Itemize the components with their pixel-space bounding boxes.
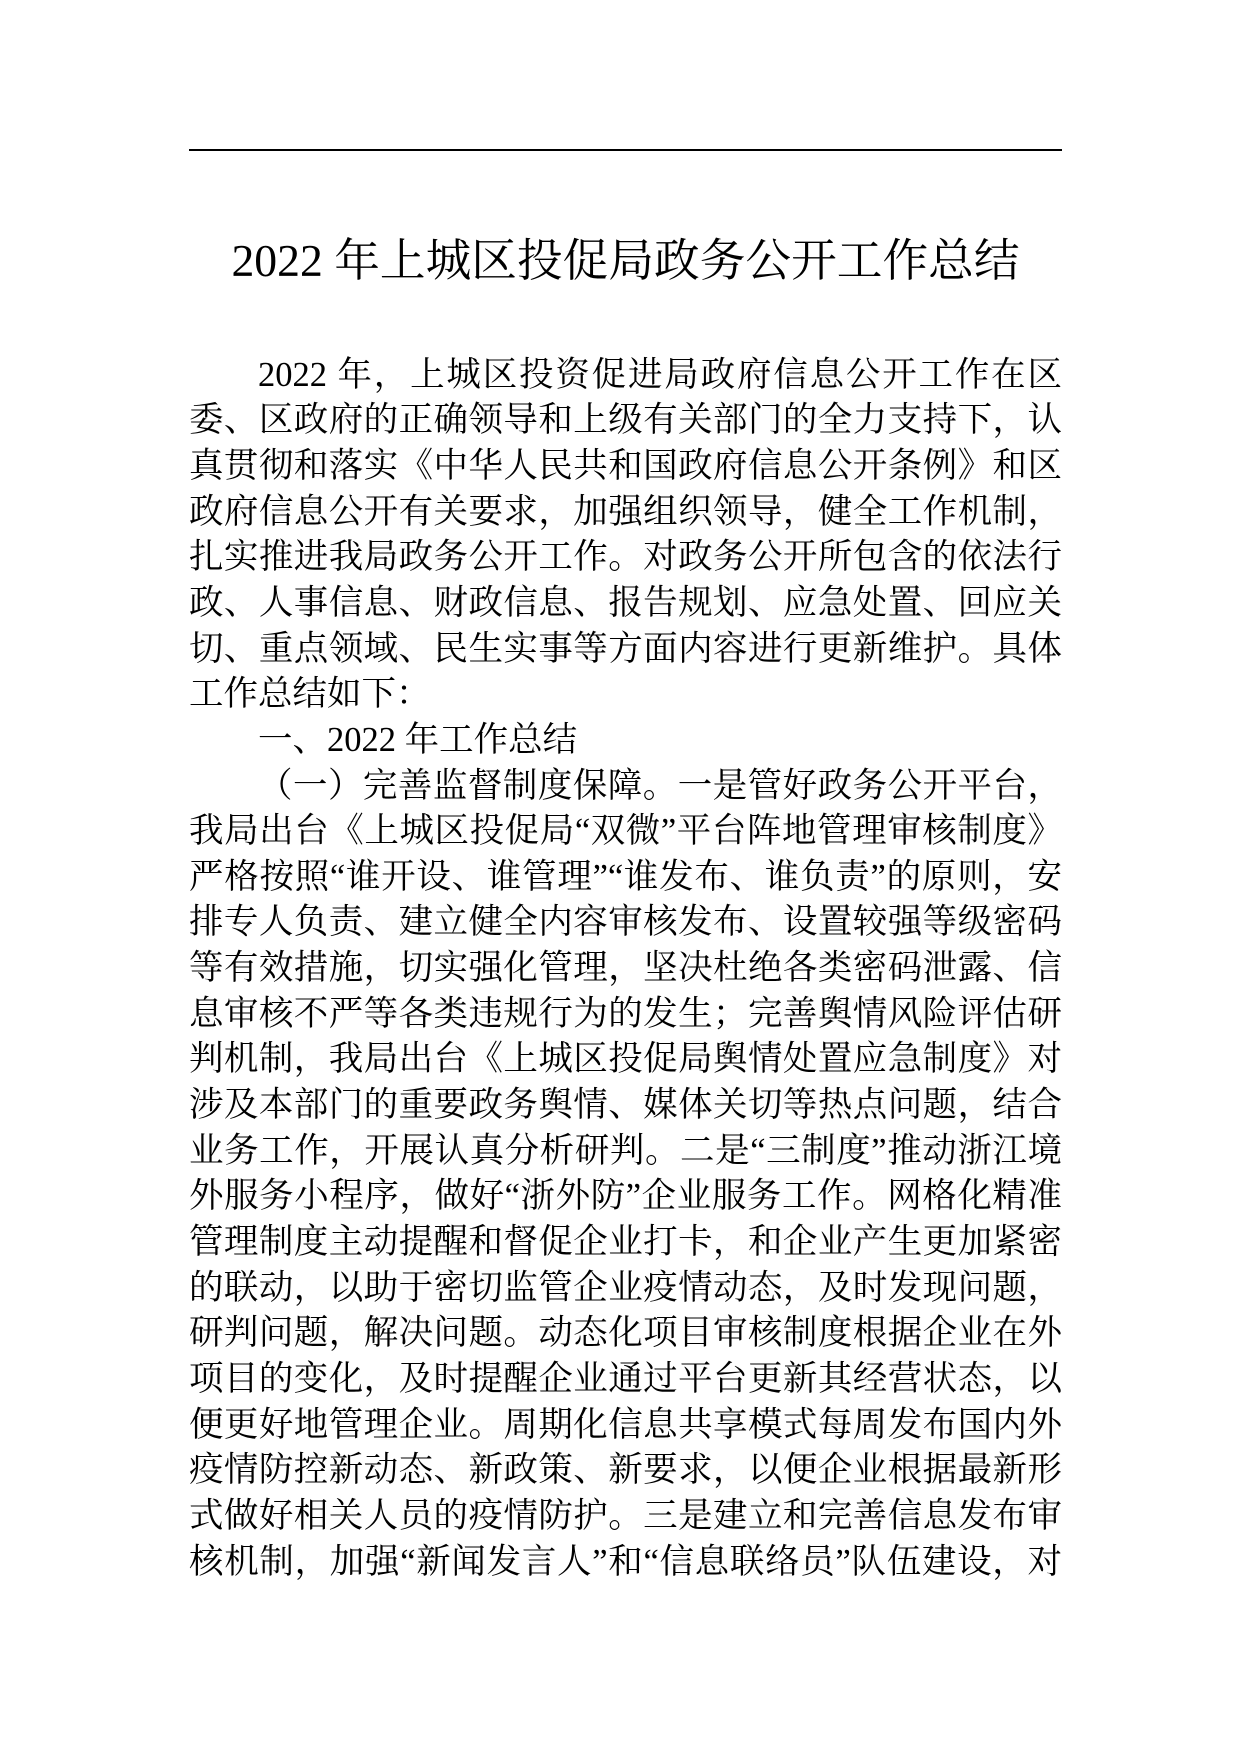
text-line: 委、区政府的正确领导和上级有关部门的全力支持下，认 bbox=[189, 401, 1062, 440]
text-line: 判机制，我局出台《上城区投促局舆情处置应急制度》对 bbox=[189, 1040, 1062, 1079]
text-line: 真贯彻和落实《中华人民共和国政府信息公开条例》和区 bbox=[189, 446, 1062, 485]
text-line: 业务工作，开展认真分析研判。二是“三制度”推动浙江境 bbox=[189, 1131, 1062, 1170]
text-line: 项目的变化，及时提醒企业通过平台更新其经营状态，以 bbox=[189, 1360, 1062, 1399]
text-line: 2022 年，上城区投资促进局政府信息公开工作在区 bbox=[258, 355, 1062, 394]
body-paragraph bbox=[189, 353, 1062, 718]
text-line: 切、重点领域、民生实事等方面内容进行更新维护。具体 bbox=[189, 629, 1062, 668]
text-line: 涉及本部门的重要政务舆情、媒体关切等热点问题，结合 bbox=[189, 1086, 1062, 1125]
text-line: 政、人事信息、财政信息、报告规划、应急处置、回应关 bbox=[189, 583, 1062, 622]
text-line: 管理制度主动提醒和督促企业打卡，和企业产生更加紧密 bbox=[189, 1223, 1062, 1262]
text-line: 研判问题，解决问题。动态化项目审核制度根据企业在外 bbox=[189, 1314, 1062, 1353]
text-line: 疫情防控新动态、新政策、新要求，以便企业根据最新形 bbox=[189, 1451, 1062, 1490]
text-line: 我局出台《上城区投促局“双微”平台阵地管理审核制度》 bbox=[189, 812, 1062, 851]
text-line: 外服务小程序，做好“浙外防”企业服务工作。网格化精准 bbox=[189, 1177, 1062, 1216]
header-rule bbox=[189, 149, 1062, 151]
text-line: 核机制，加强“新闻发言人”和“信息联络员”队伍建设，对 bbox=[189, 1542, 1062, 1581]
text-line: （一）完善监督制度保障。一是管好政务公开平台， bbox=[258, 766, 1062, 805]
text-line: 排专人负责、建立健全内容审核发布、设置较强等级密码 bbox=[189, 903, 1062, 942]
text-line: 息审核不严等各类违规行为的发生；完善舆情风险评估研 bbox=[189, 994, 1062, 1033]
document-body bbox=[189, 353, 1062, 1586]
section-heading bbox=[189, 718, 1062, 764]
text-line: 的联动，以助于密切监管企业疫情动态，及时发现问题， bbox=[189, 1268, 1062, 1307]
text-line: 严格按照“谁开设、谁管理”“谁发布、谁负责”的原则，安 bbox=[189, 857, 1062, 896]
document-title: 2022 年上城区投促局政务公开工作总结 bbox=[231, 235, 1020, 286]
text-line: 政府信息公开有关要求，加强组织领导，健全工作机制， bbox=[189, 492, 1062, 531]
body-paragraph bbox=[189, 764, 1062, 1586]
text-line: 扎实推进我局政务公开工作。对政务公开所包含的依法行 bbox=[189, 538, 1062, 577]
text-line: 等有效措施，切实强化管理，坚决杜绝各类密码泄露、信 bbox=[189, 949, 1062, 988]
text-line: 一、2022 年工作总结 bbox=[258, 720, 578, 759]
text-line: 式做好相关人员的疫情防护。三是建立和完善信息发布审 bbox=[189, 1497, 1062, 1535]
text-line: 工作总结如下： bbox=[189, 675, 431, 714]
text-line: 便更好地管理企业。周期化信息共享模式每周发布国内外 bbox=[189, 1405, 1062, 1444]
